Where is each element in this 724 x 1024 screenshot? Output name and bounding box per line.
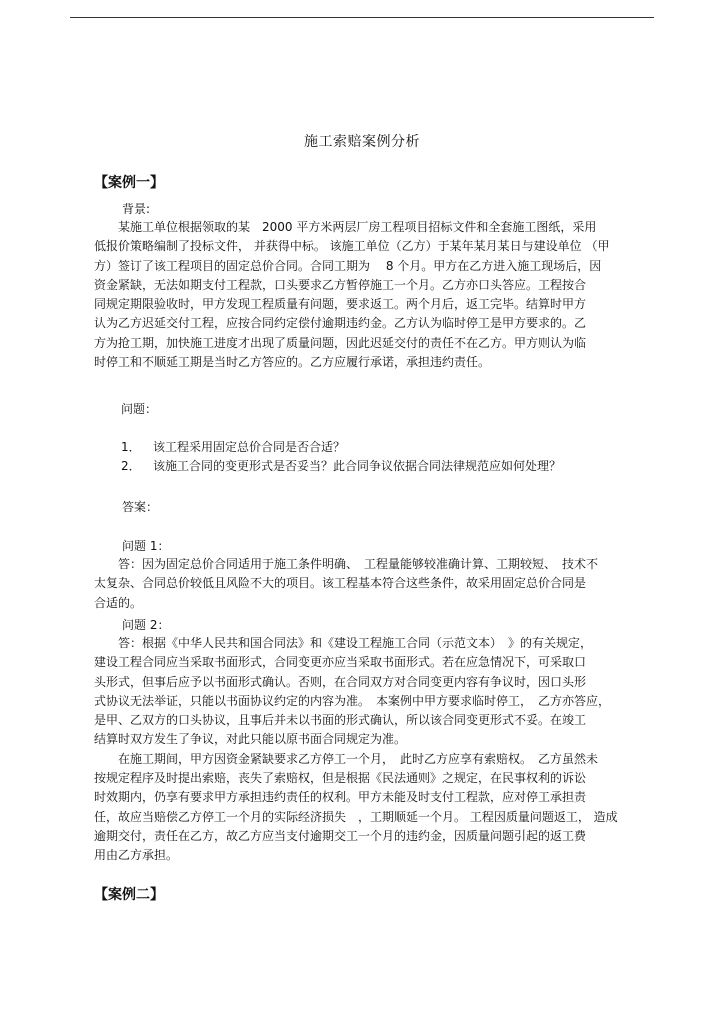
q2-label: 问题 2：: [122, 618, 170, 632]
text-line: 时停工和不顺延工期是当时乙方答应的。乙方应履行承诺，承担违约责任。: [94, 355, 491, 370]
text-line: 合适的。: [94, 595, 143, 610]
question-item: [121, 457, 641, 476]
document-title: 施工索赔案例分析: [304, 134, 420, 150]
question-text: 该施工合同的变更形式是否妥当？此合同争议依据合同法律规范应如何处理？: [153, 459, 562, 473]
question-list: [121, 438, 641, 476]
text-line: 方为抢工期，加快施工进度才出现了质量问题，因此迟延交付的责任不在乙方。甲方则认为临: [94, 335, 587, 350]
text-line: 结算时双方发生了争议，对此只能以原书面合同规定为准。: [94, 732, 407, 747]
text-line: 资金紧缺，无法如期支付工程款，口头要求乙方暂停施工一个月。乙方亦口头答应。工程按合: [94, 277, 587, 292]
question-number: 1．: [121, 440, 141, 454]
text-line: 低报价策略编制了投标文件， 并获得中标。 该施工单位（乙方）于某年某月某日与建设单位 （甲: [94, 239, 610, 254]
background-label: 背景:: [122, 202, 151, 216]
question-number: 2．: [121, 459, 141, 473]
text-line: 式协议无法举证，只能以书面协议约定的内容为准。 本案例中甲方要求临时停工， 乙方亦答应，: [94, 693, 611, 708]
text-line: 认为乙方迟延交付工程，应按合同约定偿付逾期违约金。乙方认为临时停工是甲方要求的。乙: [94, 316, 587, 331]
question-item: [121, 438, 641, 457]
text-line: 答：根据《中华人民共和国合同法》和《建设工程施工合同（示范文本） 》的有关规定，: [94, 636, 593, 650]
text-line: 在施工期间，甲方因资金紧缺要求乙方停工一个月， 此时乙方应享有索赔权。 乙方虽然未: [94, 751, 599, 766]
text-line: 太复杂、合同总价较低且风险不大的项目。该工程基本符合这些条件，故采用固定总价合同是: [94, 576, 587, 591]
case1-heading: 【案例一】: [94, 175, 164, 191]
text-line: 建设工程合同应当采取书面形式，合同变更亦应当采取书面形式。若在应急情况下，可采取口: [94, 655, 587, 670]
text-line: 头形式，但事后应予以书面形式确认。否则，在合同双方对合同变更内容有争议时，因口头形: [94, 674, 587, 689]
text-line: 任，故应当赔偿乙方停工一个月的实际经济损失 ，工期顺延一个月。 工程因质量问题返工， 造成: [94, 809, 618, 824]
text-line: 逾期交付，责任在乙方，故乙方应当支付逾期交工一个月的违约金，因质量问题引起的返工费: [94, 828, 587, 843]
header-rule: [70, 17, 654, 18]
text-line: 是甲、乙双方的口头协议，且事后并未以书面的形式确认，所以该合同变更形式不妥。在竣工: [94, 713, 587, 728]
answers-label: 答案：: [122, 500, 159, 514]
text-line: 时效期内，仍享有要求甲方承担违约责任的权利。甲方未能及时支付工程款，应对停工承担责: [94, 790, 587, 805]
questions-label: 问题：: [121, 402, 158, 416]
text-line: 用由乙方承担。: [94, 848, 179, 863]
text-line: 方）签订了该工程项目的固定总价合同。合同工期为 8 个月。甲方在乙方进入施工现场后，因: [94, 258, 602, 273]
q2-answer-paragraph: [94, 634, 654, 866]
case2-heading: 【案例二】: [94, 887, 164, 903]
text-line: 某施工单位根据领取的某 2000 平方米两层厂房工程项目招标文件和全套施工图纸，采用: [94, 220, 597, 234]
q1-label: 问题 1：: [122, 539, 170, 553]
text-line: 答：因为固定总价合同适用于施工条件明确、 工程量能够较准确计算、工期较短、 技术不: [94, 557, 599, 571]
text-line: 同规定期限验收时，甲方发现工程质量有问题，要求返工。两个月后，返工完毕。结算时甲方: [94, 297, 587, 312]
question-text: 该工程采用固定总价合同是否合适？: [153, 440, 346, 454]
text-line: 按规定程序及时提出索赔，丧失了索赔权，但是根据《民法通则》之规定，在民事权利的诉讼: [94, 771, 587, 786]
q1-answer-paragraph: [94, 555, 654, 613]
background-paragraph: [94, 218, 654, 372]
